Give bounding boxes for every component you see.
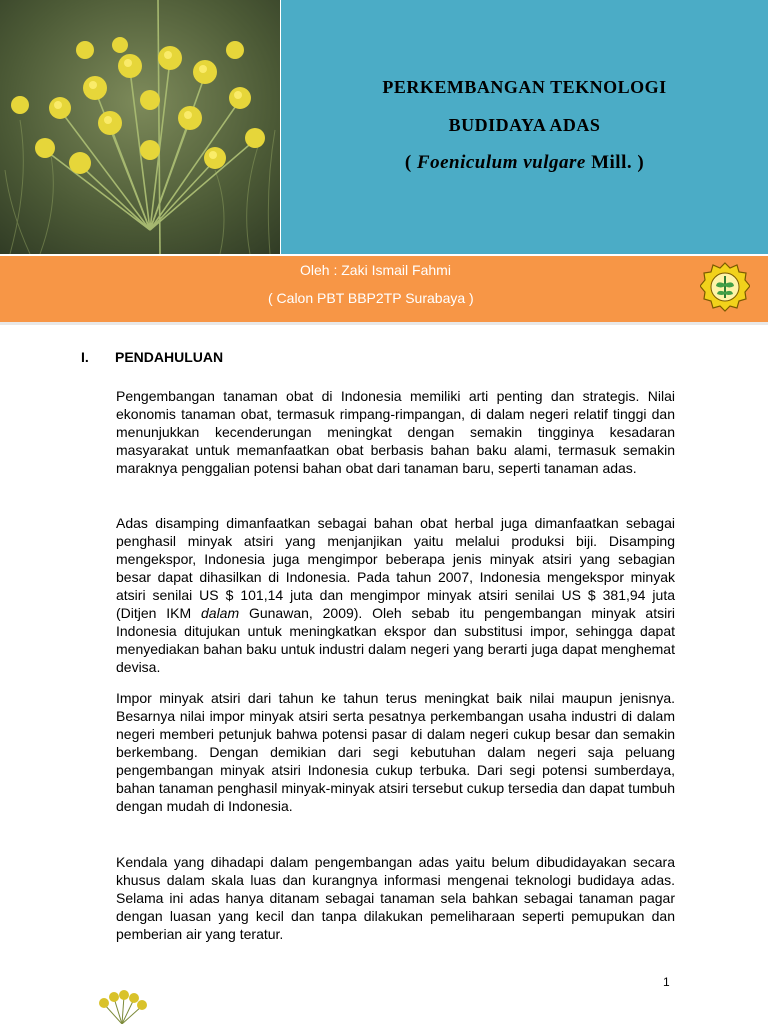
paragraph-2-part-2: Gunawan, 2009). Oleh sebab itu pengembangan minyak atsiri Indonesia ditujukan untuk meningkatkan ekspor dan substitusi impor, sehingga dapat menyediakan bahan baku untuk industri dalam negeri yang berarti juga dapat menghemat devisa. xyxy=(116,605,675,675)
paragraph-3: Impor minyak atsiri dari tahun ke tahun terus meningkat baik nilai maupun jenisnya. Besarnya nilai impor minyak atsiri serta pesatnya perkembangan usaha industri di dalam negeri memberi petunjuk bahwa potensi pasar di dalam negeri cukup besar dan semakin berkembang. Dengan demikian dari segi kebutuhan dalam negeri saja peluang pengembangan minyak atsiri Indonesia cukup terbuka. Dari segi potensi sumberdaya, bahan tanaman penghasil minyak-minyak atsiri tersebut cukup tersedia dan dapat tumbuh dengan mudah di Indonesia. xyxy=(116,690,675,814)
document-title xyxy=(281,68,768,182)
paragraph-2 xyxy=(116,514,675,676)
section-heading xyxy=(81,349,223,365)
author-affiliation: ( Calon PBT BBP2TP Surabaya ) xyxy=(268,290,474,306)
title-latin-name: Foeniculum vulgare xyxy=(416,152,586,173)
page-number: 1 xyxy=(663,975,670,989)
title-line-1: PERKEMBANGAN TEKNOLOGI xyxy=(382,77,667,97)
title-line-3 xyxy=(281,144,768,182)
author-name: Oleh : Zaki Ismail Fahmi xyxy=(300,262,451,278)
fennel-flower-icon xyxy=(92,990,152,1024)
ministry-emblem-icon xyxy=(700,262,750,312)
band-divider xyxy=(0,322,768,325)
paragraph-4: Kendala yang dihadapi dalam pengembangan adas yaitu belum dibudidayakan secara khusus dalam skala luas dan kurangnya informasi mengenai teknologi budidaya adas. Selama ini adas hanya ditanam sebagai tanaman sela bahkan sebagai tanaman pagar dengan luasan yang kecil dan tanpa dilakukan pemeliharaan seperti pemupukan dan pemberian air yang teratur. xyxy=(116,854,675,942)
paragraph-2-italic: dalam xyxy=(201,605,240,621)
fennel-flower-photo xyxy=(0,0,280,254)
title-line-2: BUDIDAYA ADAS xyxy=(448,115,601,135)
paragraph-1: Pengembangan tanaman obat di Indonesia memiliki arti penting dan strategis. Nilai ekonomis tanaman obat, termasuk rimpang-rimpangan, di dalam negeri relatif tinggi dan menunjukkan kecenderungan meningkat dengan semakin tingginya kesadaran masyarakat untuk memanfaatkan obat berbasis bahan baku alami, termasuk semakin maraknya penggalian potensi bahan obat dari tanaman baru, seperti tanaman adas. xyxy=(116,388,675,476)
title-close: Mill. ) xyxy=(585,152,645,173)
section-number: I. xyxy=(81,349,89,365)
paragraph-2-part-1: Adas disamping dimanfaatkan sebagai bahan obat herbal juga dimanfaatkan sebagai penghasil minyak atsiri yang menjanjikan yaitu melalui produksi biji. Disamping mengekspor, Indonesia juga mengimpor beberapa jenis minyak atsiri yang sebagian besar dapat dihasilkan di Indonesia. Pada tahun 2007, Indonesia mengekspor minyak atsiri senilai US $ 101,14 juta dan mengimpor minyak atsiri senilai US $ 381,94 juta (Ditjen IKM xyxy=(116,515,675,621)
section-title: PENDAHULUAN xyxy=(115,349,224,365)
title-open: ( xyxy=(404,152,417,173)
title-panel xyxy=(281,0,768,254)
